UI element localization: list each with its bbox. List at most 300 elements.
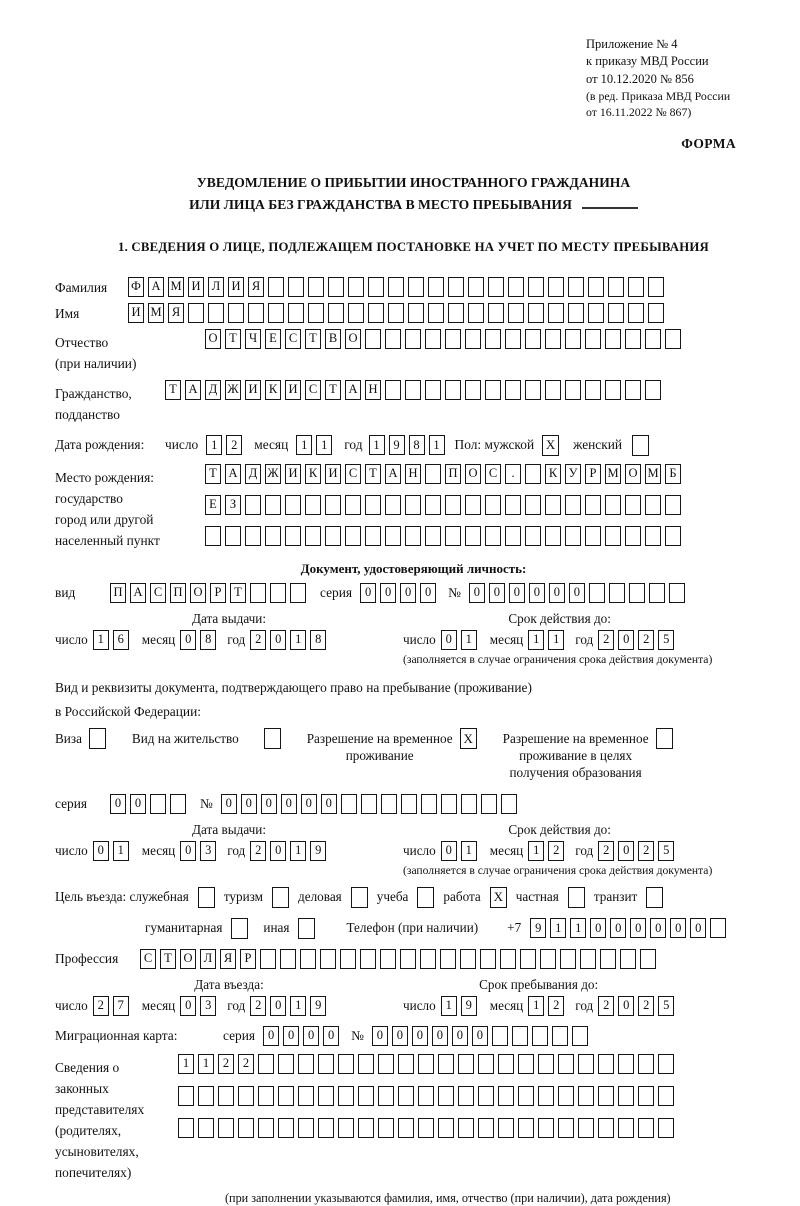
char-cell[interactable]	[545, 380, 561, 400]
char-cell[interactable]: М	[645, 464, 661, 484]
char-cell[interactable]: 2	[238, 1054, 254, 1074]
char-cell[interactable]	[565, 526, 581, 546]
char-cell[interactable]	[260, 949, 276, 969]
char-cell[interactable]: 0	[323, 1026, 339, 1046]
char-cell[interactable]: 0	[489, 583, 505, 603]
char-cell[interactable]	[308, 303, 324, 323]
char-cell[interactable]	[498, 1054, 514, 1074]
char-cell[interactable]	[605, 495, 621, 515]
char-cell[interactable]	[385, 495, 401, 515]
char-cell[interactable]	[368, 303, 384, 323]
char-cell[interactable]	[501, 794, 517, 814]
char-cell[interactable]	[500, 949, 516, 969]
char-cell[interactable]	[360, 949, 376, 969]
char-cell[interactable]	[228, 303, 244, 323]
char-cell[interactable]	[498, 1118, 514, 1138]
char-cell[interactable]	[268, 277, 284, 297]
char-cell[interactable]: 2	[218, 1054, 234, 1074]
char-cell[interactable]: Ж	[225, 380, 241, 400]
char-cell[interactable]: И	[228, 277, 244, 297]
char-cell[interactable]	[338, 1118, 354, 1138]
char-cell[interactable]: 0	[301, 794, 317, 814]
char-cell[interactable]: М	[148, 303, 164, 323]
char-cell[interactable]	[600, 949, 616, 969]
char-cell[interactable]	[238, 1118, 254, 1138]
char-cell[interactable]	[638, 1054, 654, 1074]
char-cell[interactable]	[648, 277, 664, 297]
char-cell[interactable]	[548, 303, 564, 323]
char-cell[interactable]: С	[345, 464, 361, 484]
char-cell[interactable]: 1	[93, 630, 109, 650]
char-cell[interactable]: С	[485, 464, 501, 484]
char-cell[interactable]	[518, 1054, 534, 1074]
char-cell[interactable]: 0	[469, 583, 485, 603]
char-cell[interactable]	[338, 1086, 354, 1106]
char-cell[interactable]: 7	[113, 996, 129, 1016]
char-cell[interactable]: Н	[365, 380, 381, 400]
char-cell[interactable]	[665, 495, 681, 515]
char-cell[interactable]: 2	[638, 630, 654, 650]
char-cell[interactable]	[545, 526, 561, 546]
char-cell[interactable]	[460, 949, 476, 969]
char-cell[interactable]: Е	[265, 329, 281, 349]
char-cell[interactable]: 1	[528, 841, 544, 861]
char-cell[interactable]: 0	[690, 918, 706, 938]
char-cell[interactable]	[605, 329, 621, 349]
char-cell[interactable]	[568, 303, 584, 323]
char-cell[interactable]: 0	[441, 841, 457, 861]
char-cell[interactable]	[298, 1086, 314, 1106]
char-cell[interactable]	[425, 380, 441, 400]
char-cell[interactable]	[178, 1118, 194, 1138]
char-cell[interactable]: И	[285, 464, 301, 484]
char-cell[interactable]	[468, 277, 484, 297]
char-cell[interactable]	[358, 1054, 374, 1074]
char-cell[interactable]	[518, 1118, 534, 1138]
char-cell[interactable]: 9	[310, 996, 326, 1016]
char-cell[interactable]: 2	[598, 630, 614, 650]
char-cell[interactable]: 8	[310, 630, 326, 650]
char-cell[interactable]	[558, 1086, 574, 1106]
char-cell[interactable]	[398, 1086, 414, 1106]
char-cell[interactable]	[308, 277, 324, 297]
char-cell[interactable]	[270, 583, 286, 603]
char-cell[interactable]	[385, 380, 401, 400]
char-cell[interactable]	[398, 1054, 414, 1074]
char-cell[interactable]: М	[605, 464, 621, 484]
char-cell[interactable]	[288, 277, 304, 297]
char-cell[interactable]	[170, 794, 186, 814]
char-cell[interactable]	[365, 329, 381, 349]
char-cell[interactable]: Р	[240, 949, 256, 969]
char-cell[interactable]: Я	[220, 949, 236, 969]
char-cell[interactable]	[441, 794, 457, 814]
checkbox-private[interactable]	[568, 887, 585, 908]
char-cell[interactable]: П	[110, 583, 126, 603]
char-cell[interactable]: З	[225, 495, 241, 515]
char-cell[interactable]: 1	[290, 996, 306, 1016]
char-cell[interactable]: 3	[200, 996, 216, 1016]
char-cell[interactable]	[198, 1118, 214, 1138]
char-cell[interactable]	[658, 1118, 674, 1138]
char-cell[interactable]	[380, 949, 396, 969]
char-cell[interactable]	[358, 1118, 374, 1138]
checkbox-residence-permit[interactable]	[264, 728, 281, 749]
char-cell[interactable]	[710, 918, 726, 938]
char-cell[interactable]	[318, 1086, 334, 1106]
char-cell[interactable]	[458, 1086, 474, 1106]
char-cell[interactable]: 9	[461, 996, 477, 1016]
char-cell[interactable]	[345, 495, 361, 515]
char-cell[interactable]: 0	[263, 1026, 279, 1046]
char-cell[interactable]: П	[445, 464, 461, 484]
char-cell[interactable]	[428, 277, 444, 297]
char-cell[interactable]: 0	[270, 630, 286, 650]
char-cell[interactable]	[580, 949, 596, 969]
char-cell[interactable]: Ж	[265, 464, 281, 484]
char-cell[interactable]: 0	[360, 583, 376, 603]
char-cell[interactable]	[649, 583, 665, 603]
char-cell[interactable]	[405, 329, 421, 349]
checkbox-official[interactable]	[198, 887, 215, 908]
char-cell[interactable]	[150, 794, 166, 814]
char-cell[interactable]: 0	[180, 841, 196, 861]
char-cell[interactable]	[328, 277, 344, 297]
char-cell[interactable]	[665, 526, 681, 546]
checkbox-humanitarian[interactable]	[231, 918, 248, 939]
char-cell[interactable]: Р	[585, 464, 601, 484]
checkbox-transit[interactable]	[646, 887, 663, 908]
char-cell[interactable]	[568, 277, 584, 297]
char-cell[interactable]	[638, 1086, 654, 1106]
char-cell[interactable]	[589, 583, 605, 603]
char-cell[interactable]	[428, 303, 444, 323]
char-cell[interactable]	[648, 303, 664, 323]
char-cell[interactable]	[280, 949, 296, 969]
char-cell[interactable]: А	[148, 277, 164, 297]
char-cell[interactable]: 1	[461, 841, 477, 861]
char-cell[interactable]	[488, 277, 504, 297]
checkbox-other[interactable]	[298, 918, 315, 939]
char-cell[interactable]	[628, 303, 644, 323]
char-cell[interactable]	[425, 464, 441, 484]
char-cell[interactable]	[618, 1086, 634, 1106]
char-cell[interactable]: 1	[369, 435, 385, 455]
char-cell[interactable]	[381, 794, 397, 814]
char-cell[interactable]	[505, 380, 521, 400]
char-cell[interactable]	[585, 495, 601, 515]
char-cell[interactable]: 0	[130, 794, 146, 814]
char-cell[interactable]: 2	[598, 996, 614, 1016]
char-cell[interactable]: 0	[93, 841, 109, 861]
char-cell[interactable]: О	[180, 949, 196, 969]
char-cell[interactable]	[585, 380, 601, 400]
char-cell[interactable]	[558, 1118, 574, 1138]
char-cell[interactable]: 6	[113, 630, 129, 650]
char-cell[interactable]	[508, 277, 524, 297]
char-cell[interactable]: 9	[389, 435, 405, 455]
char-cell[interactable]: 0	[590, 918, 606, 938]
char-cell[interactable]: 2	[93, 996, 109, 1016]
char-cell[interactable]	[598, 1118, 614, 1138]
char-cell[interactable]: К	[265, 380, 281, 400]
char-cell[interactable]: 0	[650, 918, 666, 938]
char-cell[interactable]	[645, 329, 661, 349]
char-cell[interactable]: 0	[283, 1026, 299, 1046]
char-cell[interactable]	[298, 1054, 314, 1074]
char-cell[interactable]: 0	[618, 841, 634, 861]
char-cell[interactable]	[478, 1086, 494, 1106]
char-cell[interactable]: 0	[270, 996, 286, 1016]
char-cell[interactable]	[418, 1118, 434, 1138]
char-cell[interactable]: А	[225, 464, 241, 484]
char-cell[interactable]	[378, 1086, 394, 1106]
char-cell[interactable]	[578, 1054, 594, 1074]
char-cell[interactable]	[250, 583, 266, 603]
char-cell[interactable]	[540, 949, 556, 969]
char-cell[interactable]	[218, 1086, 234, 1106]
char-cell[interactable]	[608, 303, 624, 323]
char-cell[interactable]	[565, 495, 581, 515]
char-cell[interactable]: Р	[210, 583, 226, 603]
char-cell[interactable]	[532, 1026, 548, 1046]
char-cell[interactable]: 0	[412, 1026, 428, 1046]
char-cell[interactable]	[305, 526, 321, 546]
char-cell[interactable]	[465, 380, 481, 400]
char-cell[interactable]: 0	[281, 794, 297, 814]
char-cell[interactable]: Т	[365, 464, 381, 484]
char-cell[interactable]: О	[465, 464, 481, 484]
char-cell[interactable]: 2	[638, 841, 654, 861]
char-cell[interactable]: 0	[392, 1026, 408, 1046]
char-cell[interactable]	[445, 380, 461, 400]
char-cell[interactable]	[508, 303, 524, 323]
char-cell[interactable]	[388, 303, 404, 323]
char-cell[interactable]	[545, 329, 561, 349]
char-cell[interactable]	[468, 303, 484, 323]
char-cell[interactable]: 0	[303, 1026, 319, 1046]
checkbox-tourism[interactable]	[272, 887, 289, 908]
char-cell[interactable]	[545, 495, 561, 515]
char-cell[interactable]	[448, 277, 464, 297]
char-cell[interactable]	[398, 1118, 414, 1138]
char-cell[interactable]	[325, 526, 341, 546]
char-cell[interactable]: Т	[160, 949, 176, 969]
char-cell[interactable]: 0	[441, 630, 457, 650]
char-cell[interactable]	[520, 949, 536, 969]
char-cell[interactable]	[425, 495, 441, 515]
char-cell[interactable]: П	[170, 583, 186, 603]
char-cell[interactable]	[225, 526, 241, 546]
char-cell[interactable]: И	[188, 277, 204, 297]
char-cell[interactable]: 3	[200, 841, 216, 861]
char-cell[interactable]	[465, 329, 481, 349]
char-cell[interactable]	[218, 1118, 234, 1138]
char-cell[interactable]	[285, 495, 301, 515]
char-cell[interactable]	[498, 1086, 514, 1106]
char-cell[interactable]: 9	[530, 918, 546, 938]
char-cell[interactable]	[669, 583, 685, 603]
char-cell[interactable]	[205, 526, 221, 546]
char-cell[interactable]: 1	[461, 630, 477, 650]
char-cell[interactable]: Ф	[128, 277, 144, 297]
char-cell[interactable]	[265, 495, 281, 515]
char-cell[interactable]	[481, 794, 497, 814]
char-cell[interactable]	[505, 495, 521, 515]
char-cell[interactable]: С	[150, 583, 166, 603]
char-cell[interactable]	[488, 303, 504, 323]
char-cell[interactable]	[588, 303, 604, 323]
char-cell[interactable]	[645, 526, 661, 546]
char-cell[interactable]: 0	[180, 630, 196, 650]
char-cell[interactable]: 0	[472, 1026, 488, 1046]
char-cell[interactable]	[278, 1054, 294, 1074]
char-cell[interactable]: 5	[658, 630, 674, 650]
char-cell[interactable]: 1	[198, 1054, 214, 1074]
char-cell[interactable]: 0	[400, 583, 416, 603]
char-cell[interactable]	[305, 495, 321, 515]
char-cell[interactable]	[438, 1086, 454, 1106]
char-cell[interactable]: 0	[420, 583, 436, 603]
char-cell[interactable]: 0	[529, 583, 545, 603]
char-cell[interactable]	[268, 303, 284, 323]
char-cell[interactable]: И	[325, 464, 341, 484]
char-cell[interactable]: 2	[638, 996, 654, 1016]
char-cell[interactable]	[318, 1118, 334, 1138]
char-cell[interactable]	[421, 794, 437, 814]
char-cell[interactable]	[640, 949, 656, 969]
char-cell[interactable]	[565, 380, 581, 400]
char-cell[interactable]	[465, 495, 481, 515]
char-cell[interactable]: 9	[310, 841, 326, 861]
char-cell[interactable]: 1	[528, 630, 544, 650]
char-cell[interactable]	[440, 949, 456, 969]
char-cell[interactable]	[629, 583, 645, 603]
char-cell[interactable]: 0	[549, 583, 565, 603]
char-cell[interactable]	[348, 303, 364, 323]
char-cell[interactable]: 2	[548, 841, 564, 861]
char-cell[interactable]: А	[345, 380, 361, 400]
char-cell[interactable]	[525, 526, 541, 546]
char-cell[interactable]: Л	[200, 949, 216, 969]
char-cell[interactable]	[598, 1054, 614, 1074]
char-cell[interactable]	[585, 526, 601, 546]
char-cell[interactable]	[365, 526, 381, 546]
checkbox-visa[interactable]	[89, 728, 106, 749]
char-cell[interactable]	[548, 277, 564, 297]
char-cell[interactable]	[188, 303, 204, 323]
char-cell[interactable]	[258, 1054, 274, 1074]
char-cell[interactable]: Б	[665, 464, 681, 484]
char-cell[interactable]	[258, 1086, 274, 1106]
char-cell[interactable]	[438, 1054, 454, 1074]
char-cell[interactable]	[538, 1054, 554, 1074]
char-cell[interactable]	[418, 1054, 434, 1074]
char-cell[interactable]	[525, 495, 541, 515]
char-cell[interactable]: 0	[630, 918, 646, 938]
char-cell[interactable]	[528, 277, 544, 297]
char-cell[interactable]: Т	[205, 464, 221, 484]
char-cell[interactable]: 0	[618, 630, 634, 650]
char-cell[interactable]: У	[565, 464, 581, 484]
checkbox-work[interactable]: X	[490, 887, 507, 908]
char-cell[interactable]	[585, 329, 601, 349]
char-cell[interactable]: Д	[205, 380, 221, 400]
char-cell[interactable]	[465, 526, 481, 546]
char-cell[interactable]: С	[140, 949, 156, 969]
char-cell[interactable]: Д	[245, 464, 261, 484]
char-cell[interactable]: 1	[113, 841, 129, 861]
char-cell[interactable]: С	[285, 329, 301, 349]
char-cell[interactable]	[478, 1118, 494, 1138]
char-cell[interactable]: 1	[316, 435, 332, 455]
char-cell[interactable]	[385, 329, 401, 349]
char-cell[interactable]: 0	[270, 841, 286, 861]
char-cell[interactable]: 1	[206, 435, 222, 455]
char-cell[interactable]: Т	[165, 380, 181, 400]
char-cell[interactable]	[245, 526, 261, 546]
char-cell[interactable]: 0	[610, 918, 626, 938]
char-cell[interactable]	[438, 1118, 454, 1138]
char-cell[interactable]	[400, 949, 416, 969]
char-cell[interactable]	[625, 329, 641, 349]
char-cell[interactable]	[588, 277, 604, 297]
char-cell[interactable]	[328, 303, 344, 323]
char-cell[interactable]	[538, 1086, 554, 1106]
char-cell[interactable]	[538, 1118, 554, 1138]
char-cell[interactable]	[408, 277, 424, 297]
checkbox-business[interactable]	[351, 887, 368, 908]
char-cell[interactable]	[560, 949, 576, 969]
char-cell[interactable]	[445, 329, 461, 349]
char-cell[interactable]: М	[168, 277, 184, 297]
char-cell[interactable]	[300, 949, 316, 969]
char-cell[interactable]: 8	[409, 435, 425, 455]
char-cell[interactable]	[618, 1118, 634, 1138]
char-cell[interactable]	[365, 495, 381, 515]
char-cell[interactable]: Я	[248, 277, 264, 297]
char-cell[interactable]	[485, 526, 501, 546]
char-cell[interactable]: А	[130, 583, 146, 603]
char-cell[interactable]	[558, 1054, 574, 1074]
checkbox-male[interactable]: X	[542, 435, 559, 456]
char-cell[interactable]: К	[545, 464, 561, 484]
char-cell[interactable]: А	[385, 464, 401, 484]
char-cell[interactable]	[658, 1086, 674, 1106]
char-cell[interactable]	[578, 1086, 594, 1106]
char-cell[interactable]	[445, 495, 461, 515]
char-cell[interactable]	[525, 329, 541, 349]
char-cell[interactable]	[645, 495, 661, 515]
char-cell[interactable]: О	[205, 329, 221, 349]
char-cell[interactable]: 1	[528, 996, 544, 1016]
char-cell[interactable]	[665, 329, 681, 349]
char-cell[interactable]: 8	[200, 630, 216, 650]
char-cell[interactable]	[525, 380, 541, 400]
char-cell[interactable]: 0	[180, 996, 196, 1016]
char-cell[interactable]	[480, 949, 496, 969]
char-cell[interactable]	[341, 794, 357, 814]
char-cell[interactable]	[405, 495, 421, 515]
char-cell[interactable]	[401, 794, 417, 814]
char-cell[interactable]	[290, 583, 306, 603]
char-cell[interactable]	[598, 1086, 614, 1106]
char-cell[interactable]	[461, 794, 477, 814]
char-cell[interactable]	[285, 526, 301, 546]
char-cell[interactable]: 2	[250, 630, 266, 650]
char-cell[interactable]	[405, 526, 421, 546]
char-cell[interactable]	[320, 949, 336, 969]
